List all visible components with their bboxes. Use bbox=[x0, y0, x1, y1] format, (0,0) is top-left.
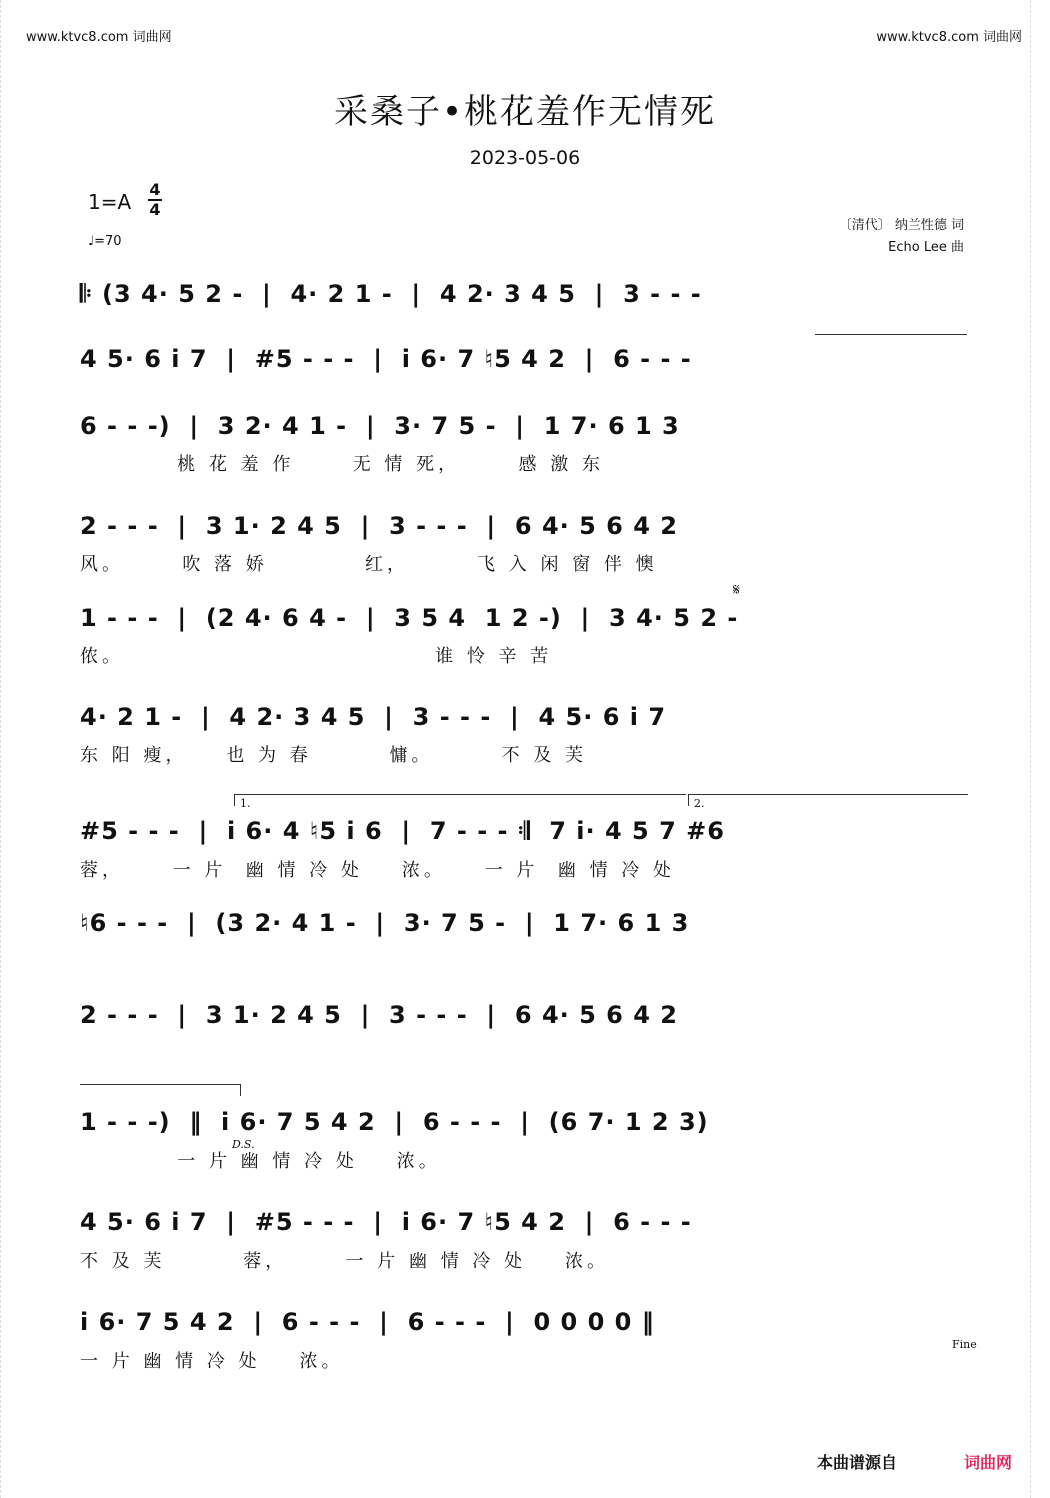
song-title: 采桑子•桃花羞作无情死 bbox=[333, 92, 717, 132]
header-right-site[interactable]: www.ktvc8.com 词曲网 bbox=[876, 30, 1022, 45]
lyrics-row-6: 东 阳 瘦， 也 为 春 慵。 不 及 芙 bbox=[80, 745, 588, 766]
lyrics-row-10: 一 片 幽 情 冷 处 浓。 bbox=[80, 1151, 441, 1172]
right-watermark-strip bbox=[1030, 0, 1043, 1498]
volta-2-hook bbox=[688, 794, 689, 806]
bracket-hook-row-10 bbox=[240, 1084, 241, 1096]
time-signature bbox=[148, 181, 162, 219]
time-sig-top: 4 bbox=[149, 180, 161, 199]
volta-1-label: 1. bbox=[240, 797, 251, 810]
score-row-9: 2 - - - | 3 1· 2 4 5 | 3 - - - | 6 4· 5 6 4 2 bbox=[80, 1001, 678, 1029]
header-left-site[interactable]: www.ktvc8.com 词曲网 bbox=[26, 30, 172, 45]
key-signature: 1=A bbox=[88, 190, 132, 214]
composer-credit: Echo Lee 曲 bbox=[888, 240, 964, 255]
bracket-line-row-10 bbox=[80, 1084, 240, 1085]
score-row-2: 4 5· 6 i 7 | #5 - - - | i 6· 7 ♮5 4 2 | 6 - - - bbox=[80, 345, 692, 373]
lyrics-row-7: 蓉， 一 片 幽 情 冷 处 浓。 一 片 幽 情 冷 处 bbox=[80, 860, 676, 881]
tempo-mark: ♩=70 bbox=[88, 234, 122, 249]
score-row-6: 4· 2 1 - | 4 2· 3 4 5 | 3 - - - | 4 5· 6 i 7 bbox=[80, 703, 667, 731]
score-row-1: 𝄆 (3 4· 5 2 - | 4· 2 1 - | 4 2· 3 4 5 | 3 - - - bbox=[80, 280, 702, 308]
score-row-10: 1 - - -) ‖ i 6· 7 5 4 2 | 6 - - - | (6 7· 1 2 3) bbox=[80, 1108, 709, 1136]
lyrics-row-12: 一 片 幽 情 冷 处 浓。 bbox=[80, 1351, 344, 1372]
left-watermark-strip bbox=[0, 0, 13, 1498]
ds-mark: D.S. bbox=[232, 1138, 255, 1151]
lyricist-credit: 〔清代〕 纳兰性德 词 bbox=[838, 218, 964, 233]
score-row-4: 2 - - - | 3 1· 2 4 5 | 3 - - - | 6 4· 5 6 4 2 bbox=[80, 512, 678, 540]
footer-source-site[interactable]: 词曲网 bbox=[964, 1453, 1013, 1472]
volta-2-label: 2. bbox=[694, 797, 705, 810]
tie-arc-row-2 bbox=[815, 334, 967, 335]
volta-1-line bbox=[234, 794, 686, 795]
score-row-8: ♮6 - - - | (3 2· 4 1 - | 3· 7 5 - | 1 7· 6 1 3 bbox=[80, 909, 690, 937]
footer-source-label: 本曲谱源自 bbox=[817, 1453, 898, 1472]
score-row-11: 4 5· 6 i 7 | #5 - - - | i 6· 7 ♮5 4 2 | 6 - - - bbox=[80, 1208, 692, 1236]
volta-1-hook bbox=[234, 794, 235, 806]
lyrics-row-4: 风。 吹 落 娇 红， 飞 入 闲 窗 伴 懊 bbox=[80, 554, 658, 575]
score-row-5: 1 - - - | (2 4· 6 4 - | 3 5 4 1 2 -) | 3 4· 5 2 - bbox=[80, 604, 739, 632]
segno-mark: 𝄋 bbox=[733, 580, 740, 599]
score-row-7: #5 - - - | i 6· 4 ♮5 i 6 | 7 - - - 𝄇 7 i· 4 5 7 #6 bbox=[80, 817, 725, 845]
lyrics-row-11: 不 及 芙 蓉， 一 片 幽 情 冷 处 浓。 bbox=[80, 1251, 610, 1272]
time-sig-bottom: 4 bbox=[149, 200, 161, 219]
volta-2-line bbox=[688, 794, 968, 795]
fine-mark: Fine bbox=[952, 1338, 977, 1351]
song-date: 2023-05-06 bbox=[469, 147, 581, 169]
score-row-12: i 6· 7 5 4 2 | 6 - - - | 6 - - - | 0 0 0 0 ‖ bbox=[80, 1308, 655, 1336]
lyrics-row-5: 侬。 谁 怜 辛 苦 bbox=[80, 646, 553, 667]
lyrics-row-3: 桃 花 羞 作 无 情 死， 感 激 东 bbox=[80, 454, 604, 475]
score-row-3: 6 - - -) | 3 2· 4 1 - | 3· 7 5 - | 1 7· 6 1 3 bbox=[80, 412, 680, 440]
